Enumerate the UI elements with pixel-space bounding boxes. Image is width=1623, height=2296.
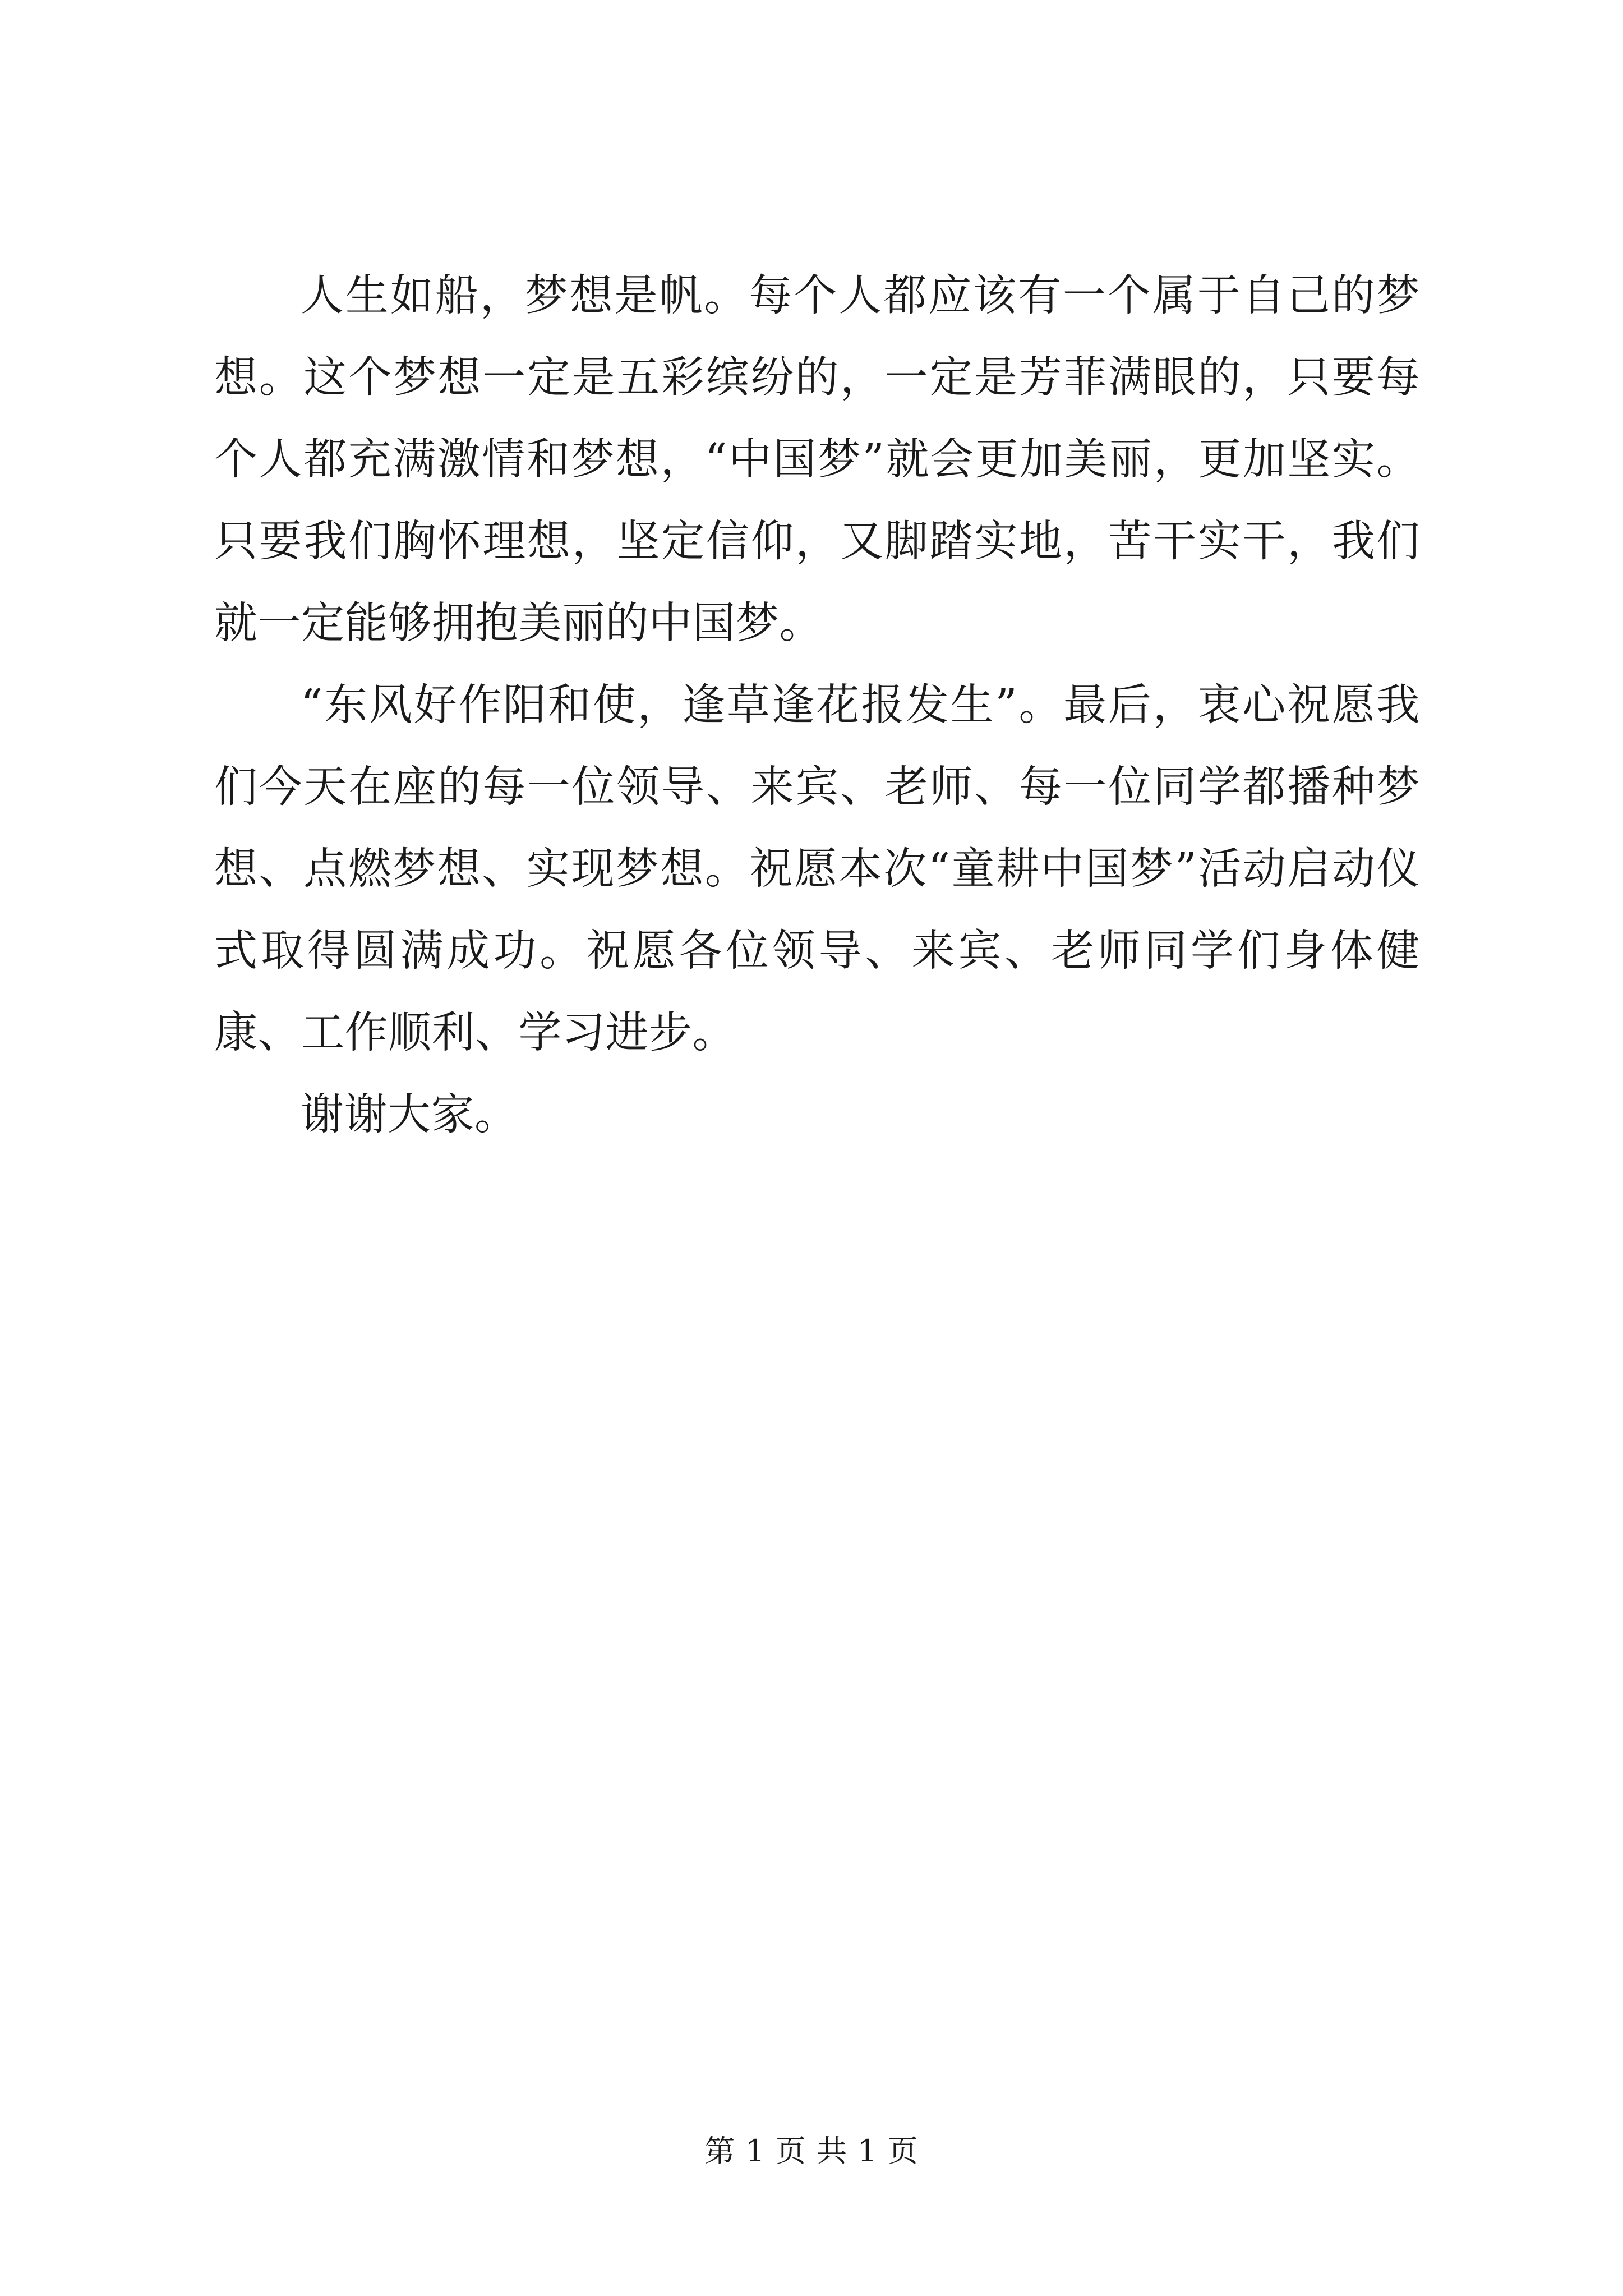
document-body [214,255,1420,1156]
paragraph-thanks: 谢谢大家。 [301,1090,518,1140]
page-footer: 第 1 页 共 1 页 [704,2133,919,2169]
paragraph-dream-sail: 人生如船，梦想是帆。每个人都应该有一个属于自己的梦想。这个梦想一定是五彩缤纷的，一定是芳菲满眼的，只要每个人都充满激情和梦想，“中国梦”就会更加美丽，更加坚实。只要我们胸怀理想，坚定信仰，又脚踏实地，苦干实干，我们就一定能够拥抱美丽的中国梦。 [214,271,1420,648]
paragraph-closing-wishes: “东风好作阳和使，逢草逢花报发生”。最后，衷心祝愿我们今天在座的每一位领导、来宾、老师、每一位同学都播种梦想、点燃梦想、实现梦想。祝愿本次“童耕中国梦”活动启动仪式取得圆满成功。祝愿各位领导、来宾、老师同学们身体健康、工作顺利、学习进步。 [214,680,1420,1058]
